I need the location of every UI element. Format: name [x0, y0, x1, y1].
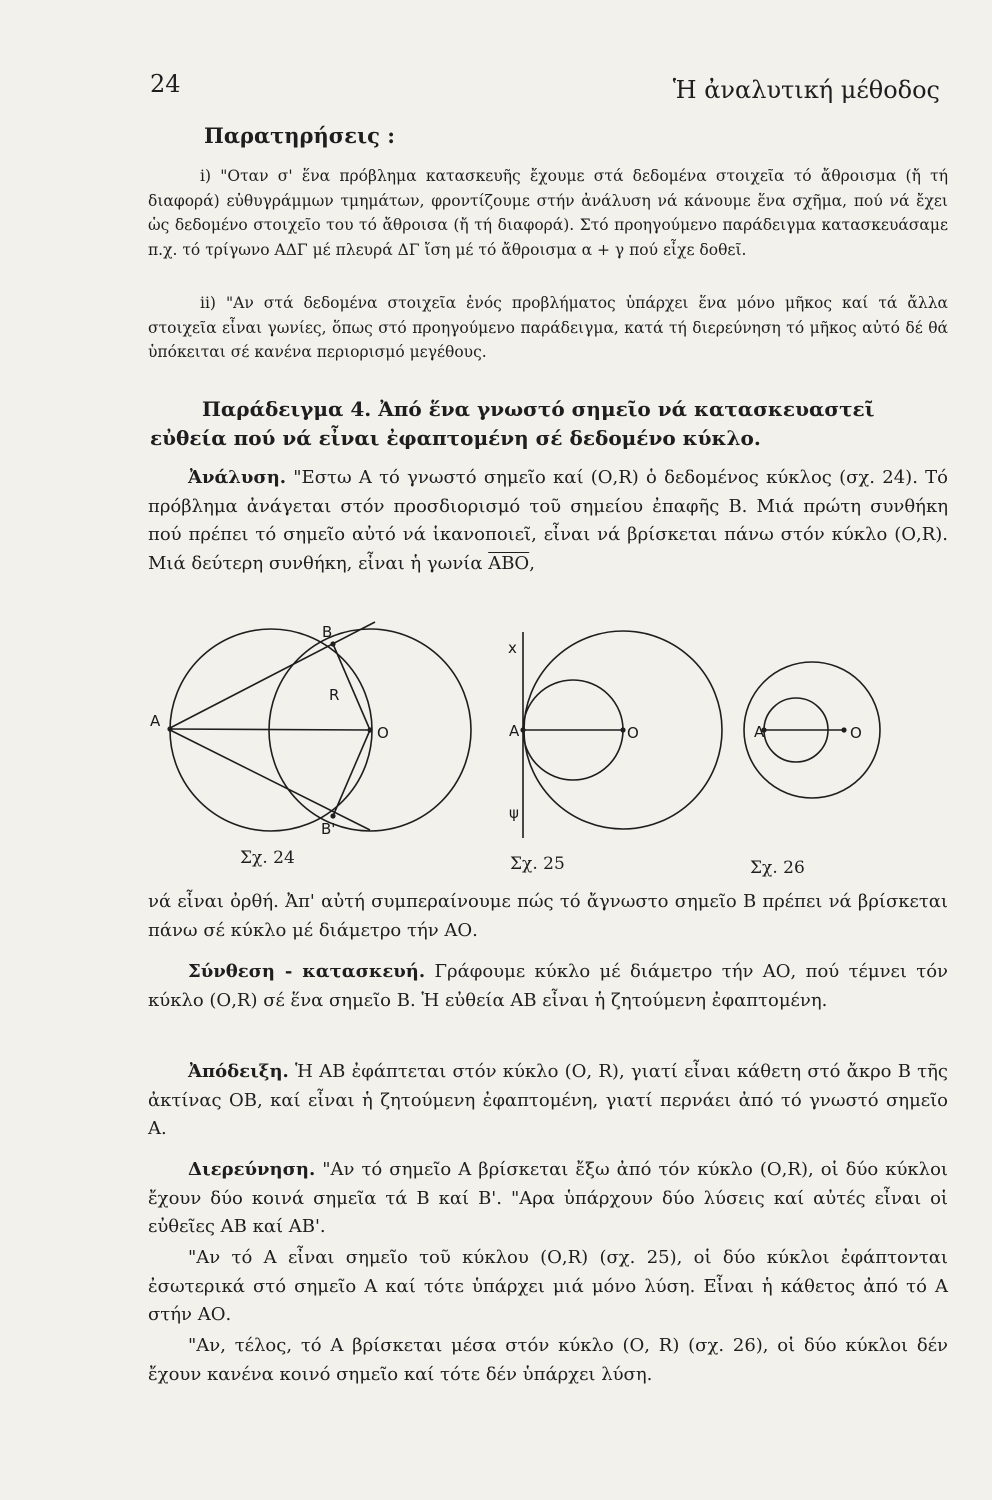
fig25-label-o: Ο: [627, 724, 639, 742]
analysis-continuation: νά εἶναι ὀρθή. Ἀπ' αὐτή συμπεραίνουμε πώς τό ἄγνωστο σημεῖο Β πρέπει νά βρίσκεται πάνω σέ κύκλο μέ διάμετρο τήν ΑΟ.: [148, 891, 948, 941]
discussion-case-26: "Αν, τέλος, τό Α βρίσκεται μέσα στόν κύκλο (Ο, R) (σχ. 26), οἱ δύο κύκλοι δέν ἔχουν κανένα κοινό σημεῖο καί τότε δέν ὑπάρχει λύση.: [148, 1335, 948, 1385]
discussion-case-25: "Αν τό Α εἶναι σημεῖο τοῦ κύκλου (Ο,R) (σχ. 25), οἱ δύο κύκλοι ἐφάπτονται ἐσωτερικά στό σημεῖο Α καί τότε ὑπάρχει μιά μόνο λύση. Εἶναι ἡ κάθετος ἀπό τό Α στήν ΑΟ.: [148, 1247, 948, 1326]
fig24-tangent-ab: [170, 622, 375, 728]
fig25-label-psi: ψ: [509, 804, 519, 822]
proof-label: Ἀπόδειξη.: [188, 1061, 289, 1082]
fig24-point-b: [330, 641, 335, 646]
fig24-radius-ob2: [333, 730, 370, 816]
synthesis-paragraph: Σύνθεση - κατασκευή. Γράφουμε κύκλο μέ διάμετρο τήν ΑΟ, πού τέμνει τόν κύκλο (Ο,R) σέ ἕνα σημεῖο Β. Ἡ εὐθεία ΑΒ εἶναι ἡ ζητούμενη ἐφαπτομένη.: [148, 961, 949, 1011]
fig26-point-o: [841, 727, 846, 732]
fig24-point-a: [167, 726, 172, 731]
fig26-label-o: Ο: [850, 724, 862, 742]
fig25-point-a: [520, 727, 525, 732]
remark-2: ii) "Αν στά δεδομένα στοιχεῖα ἑνός προβλήματος ὑπάρχει ἕνα μόνο μῆκος καί τά ἄλλα στοιχεῖα εἶναι γωνίες, ὅπως στό προηγούμενο παράδειγμα, κατά τή διερεύνηση τό μῆκος αὐτό δέ θά ὑπόκειται σέ κανένα περιορισμό μεγέθους.: [148, 294, 948, 362]
fig26-label-a: Α: [754, 723, 765, 741]
fig24-label-a: Α: [150, 712, 161, 730]
fig25-caption: Σχ. 25: [510, 854, 565, 874]
fig24-label-b2: Β': [321, 820, 336, 838]
fig25-diagram: [523, 631, 722, 838]
analysis-label: Ἀνάλυση.: [188, 467, 287, 488]
example-statement: Ἀπό ἕνα γνωστό σημεῖο νά κατασκευαστεῖ εὐθεία πού νά εἶναι ἐφαπτομένη σέ δεδομένο κύκλο.: [150, 397, 875, 450]
page-number: 24: [150, 70, 181, 98]
fig24-label-r: R: [329, 686, 340, 704]
fig24-point-o: [367, 727, 372, 732]
fig24-point-b2: [330, 813, 335, 818]
fig24-label-o: Ο: [377, 724, 389, 742]
proof-paragraph: Ἀπόδειξη. Ἡ ΑΒ ἐφάπτεται στόν κύκλο (Ο, R), γιατί εἶναι κάθετη στό ἄκρο Β τῆς ἀκτίνας ΟΒ, καί εἶναι ἡ ζητούμενη ἐφαπτομένη, γιατί περνάει ἀπό τό γνωστό σημεῖο Α.: [148, 1061, 948, 1140]
fig25-point-o: [620, 727, 625, 732]
fig24-segment-ao: [170, 729, 370, 730]
example-label: Παράδειγμα 4.: [202, 397, 372, 421]
fig24-diagram: [170, 622, 471, 831]
remarks-heading: Παρατηρήσεις :: [204, 123, 396, 148]
running-title: Ἡ ἀναλυτική μέθοδος: [672, 76, 940, 104]
analysis-paragraph: Ἀνάλυση. "Εστω Α τό γνωστό σημεῖο καί (Ο,R) ὁ δεδομένος κύκλος (σχ. 24). Τό πρόβλημα ἀνάγεται στόν προσδιορισμό τοῦ σημείου ἐπαφῆς Β. Μιά πρώτη συνθήκη πού πρέπει τό σημεῖο αὐτό νά ἱκανοποιεῖ, εἶναι νά βρίσκεται πάνω στόν κύκλο (Ο,R). Μιά δεύτερη συνθήκη, εἶναι ἡ γωνία $\overline{ABO}$,: [148, 467, 948, 574]
discussion-label: Διερεύνηση.: [188, 1159, 316, 1180]
fig26-caption: Σχ. 26: [750, 858, 805, 878]
synthesis-label: Σύνθεση - κατασκευή.: [188, 961, 426, 982]
angle-abo: $\overline{ABO}$: [488, 552, 530, 574]
discussion-paragraph: Διερεύνηση. "Αν τό σημεῖο Α βρίσκεται ἔξω ἀπό τόν κύκλο (Ο,R), οἱ δύο κύκλοι ἔχουν δύο κοινά σημεῖα τά Β καί Β'. "Αρα ὑπάρχουν δύο λύσεις καί αὐτές εἶναι οἱ εὐθεῖες ΑΒ καί ΑΒ'.: [148, 1159, 948, 1238]
fig24-label-b: Β: [322, 623, 333, 641]
fig25-label-x: x: [508, 639, 517, 657]
fig24-caption: Σχ. 24: [240, 848, 295, 868]
fig25-label-a: Α: [509, 722, 520, 740]
remark-1: i) "Οταν σ' ἕνα πρόβλημα κατασκευῆς ἔχουμε στά δεδομένα στοιχεῖα τό ἄθροισμα (ἤ τή διαφορά) εὐθυγράμμων τμημάτων, φροντίζουμε στήν ἀνάλυση νά κάνουμε ἕνα σχῆμα, πού νά ἔχει ὡς δεδομένο στοιχεῖο του τό ἄθροισα (ἤ τή διαφορά). Στό προηγούμενο παράδειγμα κατασκευάσαμε π.χ. τό τρίγωνο ΑΔΓ μέ πλευρά ΔΓ ἴση μέ τό ἄθροισμα α + γ πού εἶχε δοθεῖ.: [148, 167, 948, 259]
